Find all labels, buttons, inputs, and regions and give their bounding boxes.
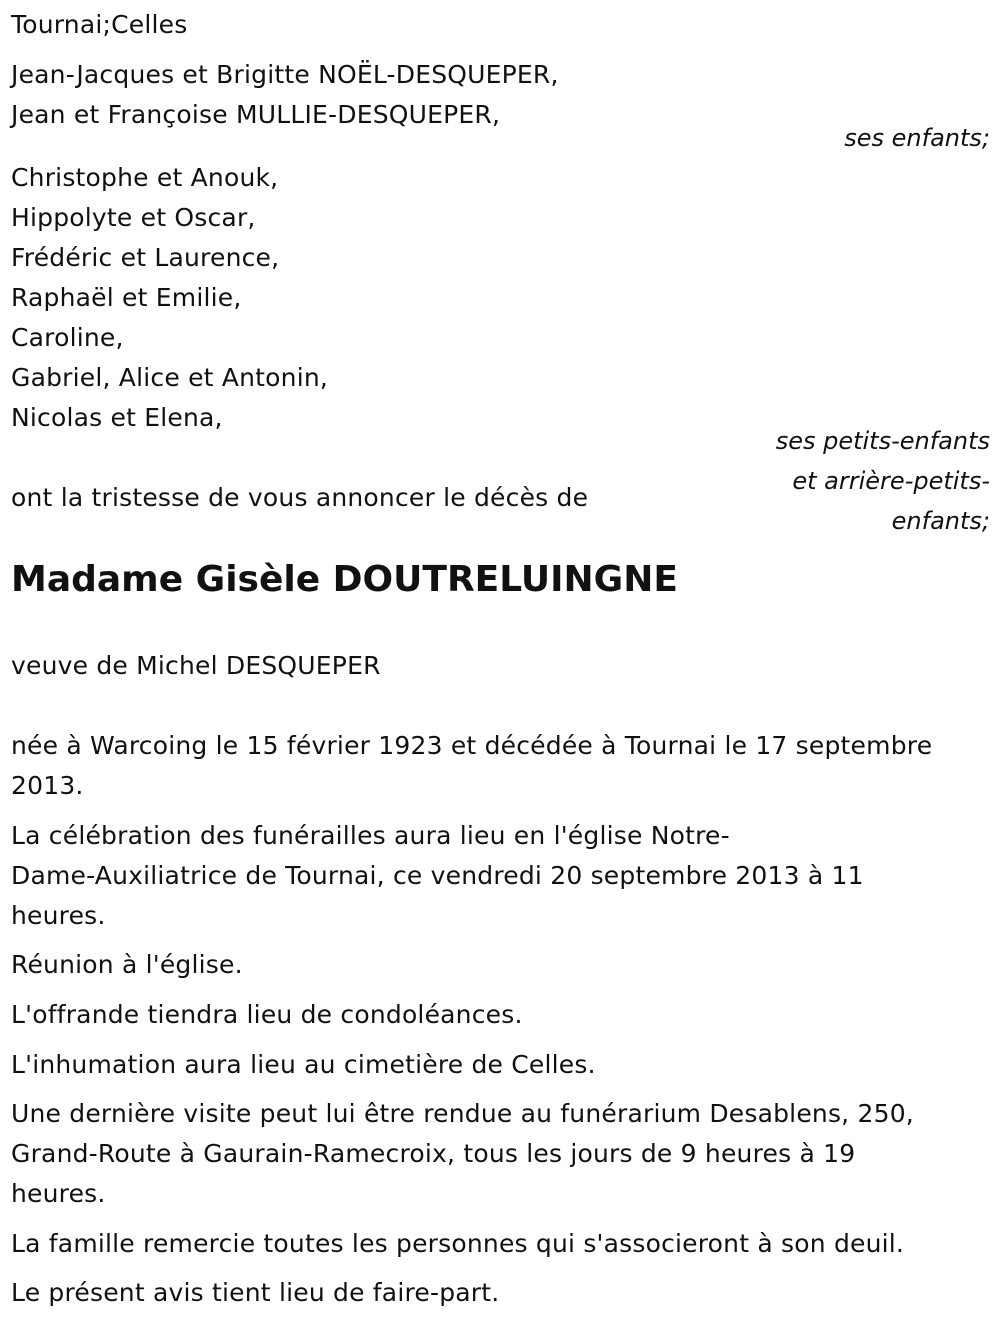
- grandchildren-label-2: et arrière-petits-: [792, 467, 990, 495]
- children-label: ses enfants;: [844, 124, 990, 152]
- grandchildren-label-3: enfants;: [891, 507, 990, 535]
- visit-line-1: Une dernière visite peut lui être rendue au funérarium Desablens, 250,: [11, 1099, 914, 1128]
- birth-death-line-1: née à Warcoing le 15 février 1923 et décédée à Tournai le 17 septembre: [11, 731, 933, 760]
- funeral-line-3: heures.: [11, 901, 106, 930]
- visit-line-3: heures.: [11, 1179, 106, 1208]
- notice-line: Le présent avis tient lieu de faire-part.: [11, 1278, 500, 1307]
- funeral-line-1: La célébration des funérailles aura lieu en l'église Notre-: [11, 821, 730, 850]
- burial-line: L'inhumation aura lieu au cimetière de Celles.: [11, 1050, 596, 1079]
- grandchild-line-7: Nicolas et Elena,: [11, 403, 223, 432]
- thanks-line: La famille remercie toutes les personnes qui s'associeront à son deuil.: [11, 1229, 905, 1258]
- grandchild-line-5: Caroline,: [11, 323, 124, 352]
- meeting-line: Réunion à l'église.: [11, 950, 243, 979]
- grandchild-line-2: Hippolyte et Oscar,: [11, 203, 256, 232]
- children-line-1: Jean-Jacques et Brigitte NOËL-DESQUEPER,: [11, 60, 559, 89]
- grandchild-line-3: Frédéric et Laurence,: [11, 243, 280, 272]
- grandchild-line-6: Gabriel, Alice et Antonin,: [11, 363, 329, 392]
- children-line-2: Jean et Françoise MULLIE-DESQUEPER,: [11, 100, 501, 129]
- offering-line: L'offrande tiendra lieu de condoléances.: [11, 1000, 523, 1029]
- birth-death-line-2: 2013.: [11, 771, 84, 800]
- location: Tournai;Celles: [11, 10, 188, 39]
- visit-line-2: Grand-Route à Gaurain-Ramecroix, tous les jours de 9 heures à 19: [11, 1139, 856, 1168]
- deceased-name: Madame Gisèle DOUTRELUINGNE: [11, 559, 678, 600]
- announcement: ont la tristesse de vous annoncer le décès de: [11, 483, 589, 512]
- widow-of: veuve de Michel DESQUEPER: [11, 651, 381, 680]
- grandchildren-label-1: ses petits-enfants: [775, 427, 990, 455]
- grandchild-line-4: Raphaël et Emilie,: [11, 283, 242, 312]
- grandchild-line-1: Christophe et Anouk,: [11, 163, 279, 192]
- funeral-line-2: Dame-Auxiliatrice de Tournai, ce vendredi 20 septembre 2013 à 11: [11, 861, 864, 890]
